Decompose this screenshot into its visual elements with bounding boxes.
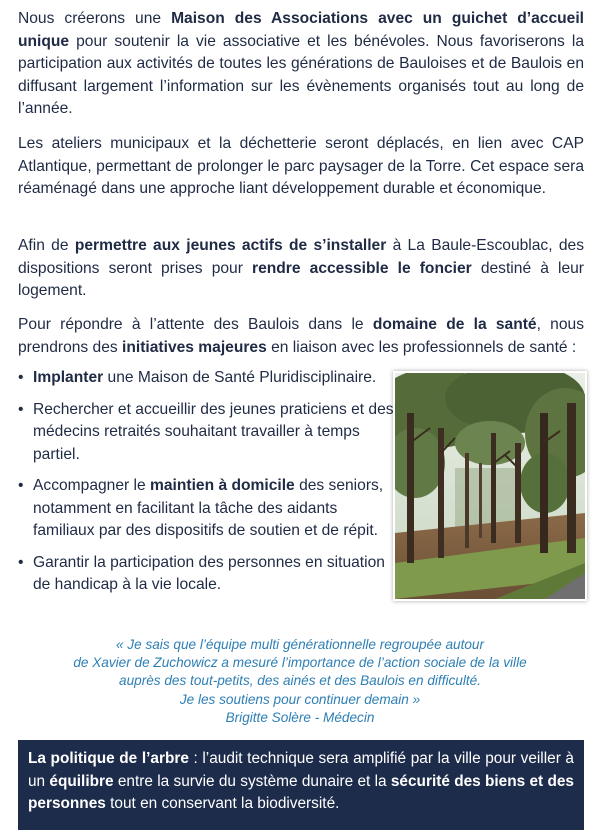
quote-line: « Je sais que l’équipe multi générationnelle regroupée autour [115, 637, 485, 652]
text: Les ateliers municipaux et la déchetterie seront déplacés, en lien avec CAP Atlantique, permettant de prolonger le parc paysager de la Torre. Cet espace sera réaménagé dans une approche liant développement durable et économique. [18, 135, 584, 197]
bullet-item [18, 475, 398, 543]
pine-trees-photo [393, 371, 587, 601]
paragraph-jeunes-actifs [18, 235, 584, 303]
text: entre la survie du système dunaire et la [113, 772, 391, 790]
testimonial-quote [20, 636, 580, 727]
quote-line: auprès des tout-petits, des ainés et des Baulois en difficulté. [119, 673, 481, 689]
text: à La Baule-Escoublac, des dispositions seront prises pour [18, 237, 584, 277]
text: pour soutenir la vie associative et les bénévoles. Nous favoriserons la participation aux activités de toutes les générations de Bauloises et de Baulois en diffusant largement l’information sur les évènements organisés tout au long de l’année. [18, 32, 584, 117]
health-bullet-list [18, 367, 398, 597]
bullet-item [18, 367, 398, 390]
quote-author: Brigitte Solère - Médecin [225, 709, 375, 725]
quote-line: Je les soutiens pour continuer demain » [179, 691, 421, 707]
text: tout en conservant la biodiversité. [105, 795, 340, 812]
bold-text: Implanter [33, 369, 104, 386]
tree-policy-box [18, 740, 584, 830]
bold-text: équilibre [49, 772, 114, 790]
text: : l’audit technique sera amplifié par la ville pour veiller à un [28, 750, 574, 790]
bold-text: permettre aux jeunes actifs de s’installer [74, 237, 387, 254]
text: Afin de [18, 237, 75, 254]
paragraph-sante [18, 314, 584, 359]
text: Pour répondre à l’attente des Baulois dans le [18, 316, 373, 333]
text: des seniors, notamment en facilitant la tâche des aidants familiaux par des dispositifs de soutien et de répit. [33, 477, 384, 539]
text: Garantir la participation des personnes en situation de handicap à la vie locale. [33, 553, 385, 593]
bold-text: Maison des Associations avec un guichet d’accueil unique [18, 10, 584, 50]
bold-text: rendre accessible le foncier [252, 259, 472, 277]
text: en liaison avec les professionnels de santé : [266, 338, 577, 356]
text: une Maison de Santé Pluridisciplinaire. [103, 369, 377, 386]
text: , nous prendrons des [18, 316, 584, 356]
text: Rechercher et accueillir des jeunes praticiens et des médecins retraités souhaitant travailler à temps partiel. [33, 400, 394, 463]
text: destiné à leur logement. [18, 259, 584, 299]
bold-text: La politique de l’arbre [28, 750, 189, 767]
bold-text: initiatives majeures [122, 338, 267, 356]
bullet-item [18, 552, 398, 597]
bold-text: domaine de la santé [372, 316, 537, 333]
bold-text: maintien à domicile [150, 477, 295, 494]
text: Nous créerons une [18, 10, 172, 27]
bold-text: sécurité des biens et des personnes [28, 772, 574, 812]
bullet-item [18, 399, 398, 467]
paragraph-ateliers [18, 133, 584, 201]
quote-line: de Xavier de Zuchowicz a mesuré l’importance de l’action sociale de la ville [73, 655, 527, 671]
paragraph-associations [18, 8, 584, 121]
text: Accompagner le [33, 477, 151, 494]
